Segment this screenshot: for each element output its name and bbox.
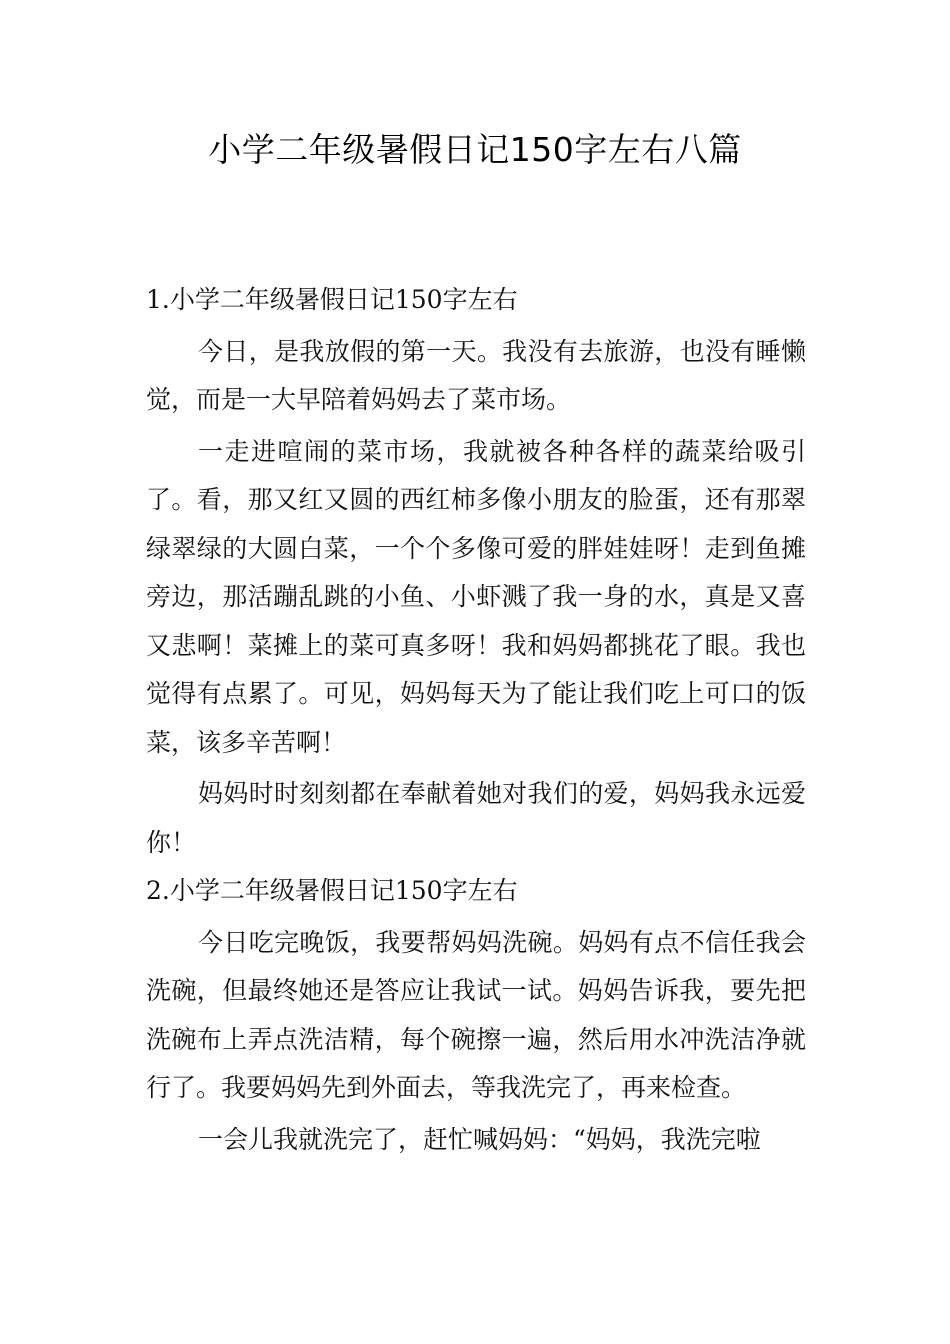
section-heading-2: 2.小学二年级暑假日记150字左右 [146, 876, 518, 905]
section-1-paragraph-2: 一走进喧闹的菜市场，我就被各种各样的蔬菜给吸引了。看，那又红又圆的西红柿多像小朋友的脸蛋，还有那翠绿翠绿的大圆白菜，一个个多像可爱的胖娃娃呀！走到鱼摊旁边，那活蹦乱跳的小鱼、小虾溅了我一身的水，真是又喜又悲啊！菜摊上的菜可真多呀！我和妈妈都挑花了眼。我也觉得有点累了。可见，妈妈每天为了能让我们吃上可口的饭菜，该多辛苦啊！ [146, 436, 806, 757]
section-1-paragraph-1: 今日，是我放假的第一天。我没有去旅游，也没有睡懒觉，而是一大早陪着妈妈去了菜市场。 [146, 336, 806, 414]
document-body [146, 276, 806, 1164]
section-heading-1: 1.小学二年级暑假日记150字左右 [146, 285, 518, 314]
section-2-paragraph-2: 一会儿我就洗完了，赶忙喊妈妈：“妈妈，我洗完啦 [198, 1124, 761, 1154]
section-2-paragraph-1: 今日吃完晚饭，我要帮妈妈洗碗。妈妈有点不信任我会洗碗，但最终她还是答应让我试一试。妈妈告诉我，要先把洗碗布上弄点洗洁精，每个碗擦一遍，然后用水冲洗洁净就行了。我要妈妈先到外面去，等我洗完了，再来检查。 [146, 927, 806, 1102]
section-1-paragraph-3: 妈妈时时刻刻都在奉献着她对我们的爱，妈妈我永远爱你！ [146, 779, 806, 857]
document-title: 小学二年级暑假日记150字左右八篇 [208, 130, 742, 169]
